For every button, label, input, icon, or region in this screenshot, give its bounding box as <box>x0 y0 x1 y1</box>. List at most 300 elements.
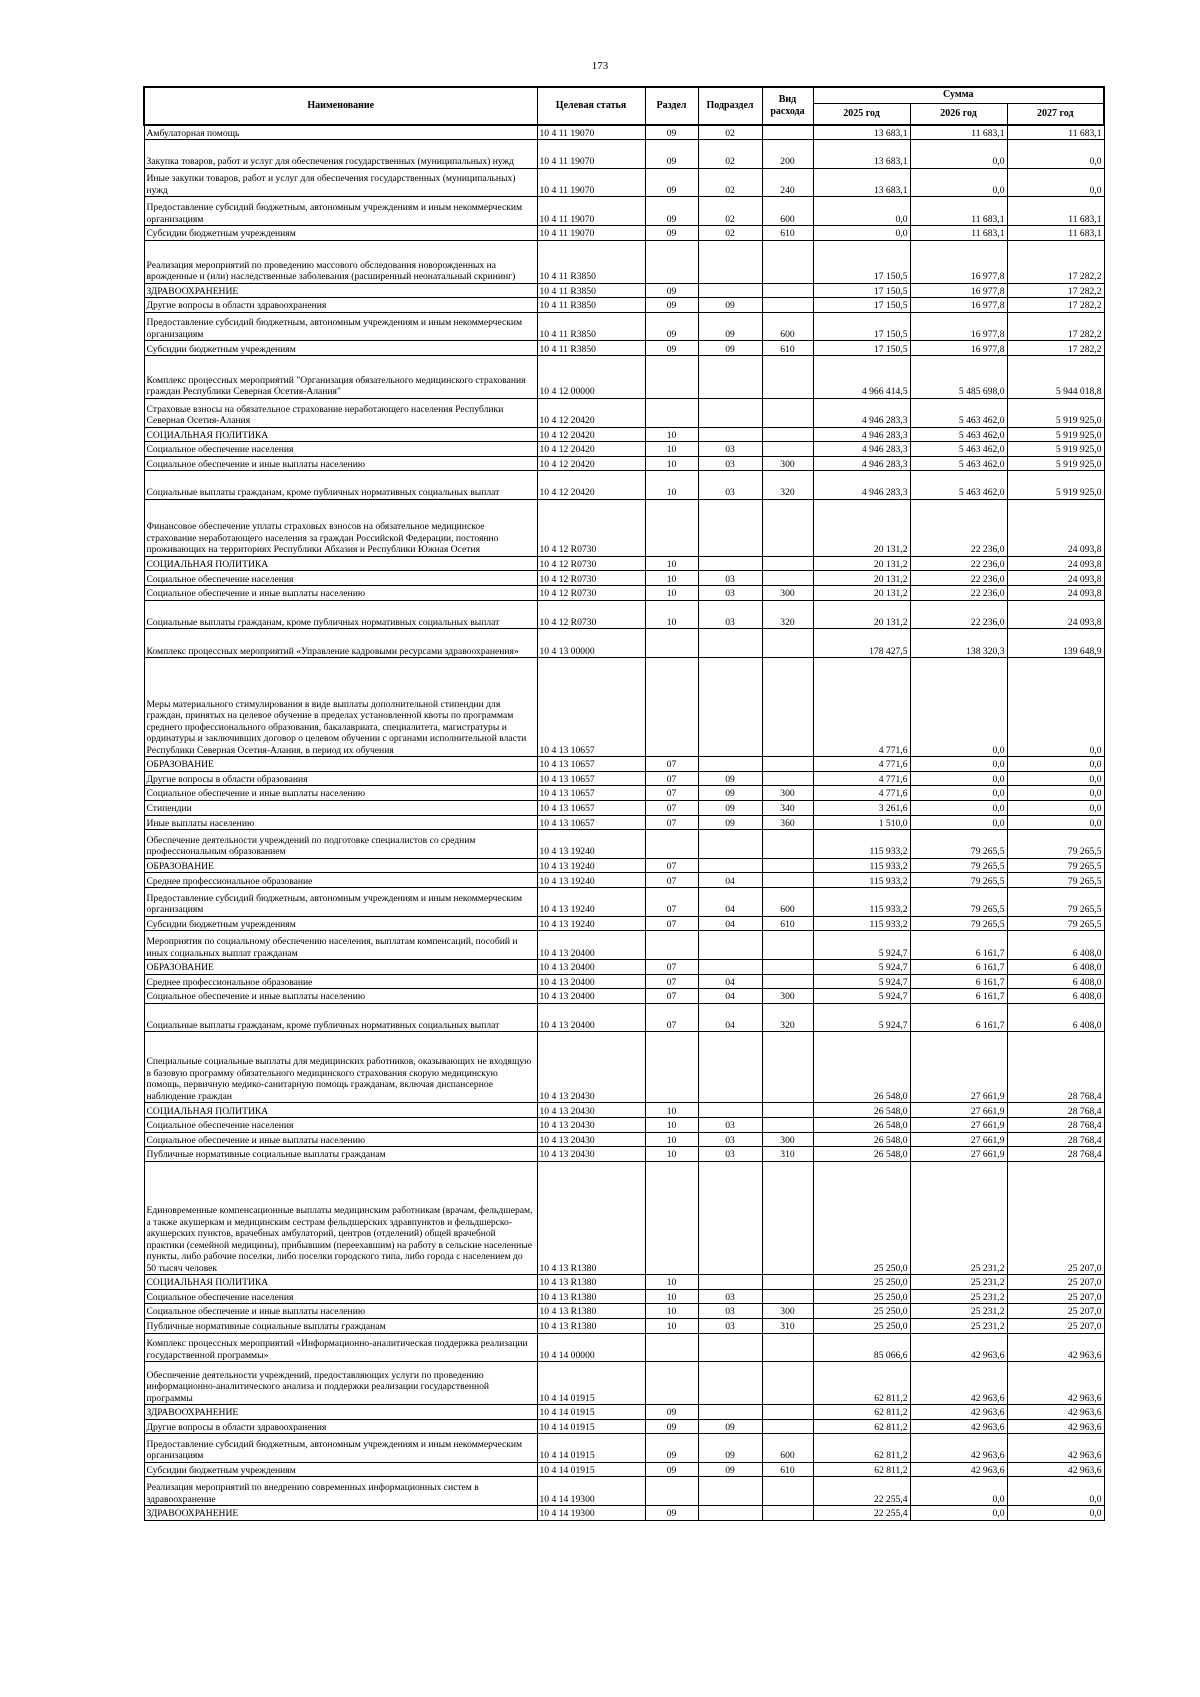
row-amount-2027: 5 944 018,8 <box>1007 356 1104 399</box>
row-section: 07 <box>645 815 698 830</box>
row-amount-2025: 85 066,6 <box>813 1333 910 1362</box>
row-amount-2025: 62 811,2 <box>813 1362 910 1405</box>
row-amount-2027: 17 282,2 <box>1007 341 1104 356</box>
row-section: 09 <box>645 197 698 226</box>
row-target-article: 10 4 13 20400 <box>537 931 645 960</box>
row-section: 07 <box>645 786 698 801</box>
table-body <box>144 125 1104 1520</box>
row-amount-2026: 0,0 <box>910 815 1007 830</box>
row-name: Предоставление субсидий бюджетным, автономным учреждениям и иным некоммерческим организациям <box>144 888 537 917</box>
row-expense-type <box>762 873 813 888</box>
row-name: Комплекс процессных мероприятий «Управление кадровыми ресурсами здравоохранения» <box>144 629 537 658</box>
row-subsection: 04 <box>698 873 762 888</box>
table-row <box>144 858 1104 873</box>
header-year-2026: 2026 год <box>910 103 1007 125</box>
row-amount-2027: 42 963,6 <box>1007 1405 1104 1420</box>
table-row <box>144 830 1104 859</box>
row-name: Комплекс процессных мероприятий «Информационно-аналитическая поддержка реализации государственной программы» <box>144 1333 537 1362</box>
row-amount-2025: 17 150,5 <box>813 341 910 356</box>
row-amount-2027: 25 207,0 <box>1007 1304 1104 1319</box>
row-section: 10 <box>645 1118 698 1133</box>
row-subsection: 04 <box>698 1003 762 1032</box>
row-amount-2026: 0,0 <box>910 800 1007 815</box>
row-name: Социальное обеспечение населения <box>144 571 537 586</box>
row-amount-2025: 26 548,0 <box>813 1118 910 1133</box>
row-amount-2025: 20 131,2 <box>813 571 910 586</box>
row-amount-2027: 42 963,6 <box>1007 1434 1104 1463</box>
row-amount-2025: 5 924,7 <box>813 931 910 960</box>
row-amount-2027: 79 265,5 <box>1007 873 1104 888</box>
row-amount-2026: 27 661,9 <box>910 1103 1007 1118</box>
row-section <box>645 240 698 283</box>
row-expense-type: 610 <box>762 341 813 356</box>
row-target-article: 10 4 13 20400 <box>537 974 645 989</box>
table-row <box>144 556 1104 571</box>
row-expense-type <box>762 125 813 140</box>
row-amount-2027: 28 768,4 <box>1007 1032 1104 1103</box>
row-subsection <box>698 556 762 571</box>
row-name: Стипендии <box>144 800 537 815</box>
row-expense-type <box>762 658 813 757</box>
row-amount-2025: 0,0 <box>813 197 910 226</box>
row-target-article: 10 4 14 19300 <box>537 1477 645 1506</box>
row-amount-2025: 62 811,2 <box>813 1462 910 1477</box>
row-target-article: 10 4 11 R3850 <box>537 283 645 298</box>
row-subsection: 09 <box>698 786 762 801</box>
row-expense-type <box>762 830 813 859</box>
row-expense-type <box>762 556 813 571</box>
row-expense-type <box>762 1477 813 1506</box>
row-name: ОБРАЗОВАНИЕ <box>144 757 537 772</box>
row-name: Социальное обеспечение населения <box>144 442 537 457</box>
table-row <box>144 1147 1104 1162</box>
row-expense-type <box>762 1103 813 1118</box>
row-amount-2026: 0,0 <box>910 786 1007 801</box>
row-section: 09 <box>645 125 698 140</box>
row-target-article: 10 4 12 00000 <box>537 356 645 399</box>
table-row <box>144 125 1104 140</box>
row-amount-2025: 5 924,7 <box>813 1003 910 1032</box>
row-subsection <box>698 1103 762 1118</box>
row-subsection: 09 <box>698 815 762 830</box>
row-subsection: 04 <box>698 888 762 917</box>
table-row <box>144 786 1104 801</box>
row-target-article: 10 4 13 20430 <box>537 1032 645 1103</box>
row-target-article: 10 4 13 20430 <box>537 1118 645 1133</box>
row-target-article: 10 4 14 01915 <box>537 1419 645 1434</box>
row-amount-2025: 4 946 283,3 <box>813 456 910 471</box>
row-amount-2027: 5 919 925,0 <box>1007 442 1104 457</box>
row-amount-2025: 26 548,0 <box>813 1103 910 1118</box>
row-target-article: 10 4 11 19070 <box>537 140 645 169</box>
row-expense-type: 300 <box>762 1304 813 1319</box>
header-subsection: Подраздел <box>698 87 762 125</box>
row-amount-2027: 28 768,4 <box>1007 1118 1104 1133</box>
row-amount-2027: 0,0 <box>1007 800 1104 815</box>
row-section: 10 <box>645 600 698 629</box>
row-expense-type: 610 <box>762 1462 813 1477</box>
row-subsection <box>698 356 762 399</box>
row-target-article: 10 4 12 R0730 <box>537 600 645 629</box>
row-expense-type <box>762 1275 813 1290</box>
row-amount-2025: 4 771,6 <box>813 757 910 772</box>
row-expense-type <box>762 1419 813 1434</box>
row-amount-2027: 0,0 <box>1007 757 1104 772</box>
table-row <box>144 1289 1104 1304</box>
row-amount-2026: 0,0 <box>910 1477 1007 1506</box>
table-row <box>144 1419 1104 1434</box>
row-amount-2025: 20 131,2 <box>813 586 910 601</box>
row-amount-2026: 0,0 <box>910 771 1007 786</box>
row-name: Иные закупки товаров, работ и услуг для обеспечения государственных (муниципальных) нужд <box>144 168 537 197</box>
table-row <box>144 499 1104 556</box>
row-name: Субсидии бюджетным учреждениям <box>144 341 537 356</box>
row-subsection <box>698 1506 762 1521</box>
table-row <box>144 1434 1104 1463</box>
row-amount-2027: 6 408,0 <box>1007 1003 1104 1032</box>
row-target-article: 10 4 13 19240 <box>537 873 645 888</box>
row-target-article: 10 4 13 20400 <box>537 960 645 975</box>
table-row <box>144 1032 1104 1103</box>
row-amount-2026: 6 161,7 <box>910 989 1007 1004</box>
row-amount-2026: 25 231,2 <box>910 1289 1007 1304</box>
row-amount-2026: 0,0 <box>910 757 1007 772</box>
row-target-article: 10 4 12 20420 <box>537 427 645 442</box>
row-amount-2025: 25 250,0 <box>813 1161 910 1274</box>
row-amount-2026: 5 463 462,0 <box>910 471 1007 500</box>
row-name: СОЦИАЛЬНАЯ ПОЛИТИКА <box>144 427 537 442</box>
row-subsection: 03 <box>698 1147 762 1162</box>
table-row <box>144 240 1104 283</box>
row-amount-2026: 79 265,5 <box>910 916 1007 931</box>
row-target-article: 10 4 13 10657 <box>537 786 645 801</box>
row-subsection: 02 <box>698 140 762 169</box>
row-name: Субсидии бюджетным учреждениям <box>144 916 537 931</box>
row-target-article: 10 4 13 19240 <box>537 830 645 859</box>
row-section: 10 <box>645 1103 698 1118</box>
row-amount-2025: 4 966 414,5 <box>813 356 910 399</box>
row-name: Другие вопросы в области здравоохранения <box>144 1419 537 1434</box>
row-amount-2026: 42 963,6 <box>910 1333 1007 1362</box>
row-section: 10 <box>645 427 698 442</box>
row-target-article: 10 4 13 R1380 <box>537 1289 645 1304</box>
row-target-article: 10 4 12 20420 <box>537 442 645 457</box>
row-subsection <box>698 499 762 556</box>
row-amount-2027: 24 093,8 <box>1007 571 1104 586</box>
row-name: Социальное обеспечение и иные выплаты населению <box>144 1304 537 1319</box>
row-amount-2027: 0,0 <box>1007 786 1104 801</box>
row-subsection: 09 <box>698 1419 762 1434</box>
row-name: Социальное обеспечение и иные выплаты населению <box>144 989 537 1004</box>
row-amount-2025: 4 946 283,3 <box>813 471 910 500</box>
row-target-article: 10 4 13 20430 <box>537 1103 645 1118</box>
row-amount-2027: 42 963,6 <box>1007 1419 1104 1434</box>
row-section <box>645 658 698 757</box>
row-amount-2025: 4 771,6 <box>813 786 910 801</box>
row-name: Социальное обеспечение и иные выплаты населению <box>144 786 537 801</box>
row-expense-type <box>762 283 813 298</box>
row-target-article: 10 4 11 R3850 <box>537 312 645 341</box>
row-target-article: 10 4 13 R1380 <box>537 1161 645 1274</box>
row-name: Среднее профессиональное образование <box>144 873 537 888</box>
table-row <box>144 658 1104 757</box>
row-amount-2026: 22 236,0 <box>910 571 1007 586</box>
row-section: 09 <box>645 140 698 169</box>
row-subsection: 09 <box>698 800 762 815</box>
row-name: Другие вопросы в области здравоохранения <box>144 298 537 313</box>
row-amount-2026: 22 236,0 <box>910 586 1007 601</box>
row-section: 10 <box>645 456 698 471</box>
row-expense-type <box>762 499 813 556</box>
row-amount-2027: 11 683,1 <box>1007 226 1104 241</box>
table-row <box>144 168 1104 197</box>
row-amount-2027: 79 265,5 <box>1007 916 1104 931</box>
row-name: Социальные выплаты гражданам, кроме публичных нормативных социальных выплат <box>144 1003 537 1032</box>
row-expense-type: 200 <box>762 140 813 169</box>
row-section: 09 <box>645 1405 698 1420</box>
row-name: Социальное обеспечение и иные выплаты населению <box>144 1132 537 1147</box>
row-expense-type: 600 <box>762 888 813 917</box>
row-amount-2027: 11 683,1 <box>1007 197 1104 226</box>
row-amount-2026: 5 463 462,0 <box>910 427 1007 442</box>
row-subsection <box>698 1405 762 1420</box>
row-amount-2026: 5 463 462,0 <box>910 442 1007 457</box>
table-row <box>144 916 1104 931</box>
row-amount-2026: 25 231,2 <box>910 1275 1007 1290</box>
row-amount-2027: 11 683,1 <box>1007 125 1104 140</box>
row-name: Страховые взносы на обязательное страхование неработающего населения Республики Северная Осетия-Алания <box>144 398 537 427</box>
row-subsection <box>698 427 762 442</box>
row-subsection: 02 <box>698 226 762 241</box>
row-amount-2026: 27 661,9 <box>910 1118 1007 1133</box>
row-amount-2025: 20 131,2 <box>813 556 910 571</box>
row-section <box>645 830 698 859</box>
row-amount-2027: 17 282,2 <box>1007 312 1104 341</box>
row-section: 10 <box>645 1275 698 1290</box>
row-name: Субсидии бюджетным учреждениям <box>144 1462 537 1477</box>
row-name: Социальное обеспечение и иные выплаты населению <box>144 456 537 471</box>
row-subsection <box>698 283 762 298</box>
table-row <box>144 1318 1104 1333</box>
row-subsection <box>698 629 762 658</box>
row-name: Меры материального стимулирования в виде выплаты дополнительной стипендии для граждан, принятых на целевое обучение в пределах установленной квоты по программам среднего профессионального образования, бакалавриата, специалитета, магистратуры и ординатуры и заключивших договор о целевом обучении с органами исполнительной власти Республики Северная Осетия-Алания, в период их обучения <box>144 658 537 757</box>
row-amount-2026: 11 683,1 <box>910 125 1007 140</box>
row-amount-2026: 42 963,6 <box>910 1405 1007 1420</box>
row-expense-type: 610 <box>762 916 813 931</box>
row-expense-type <box>762 1506 813 1521</box>
table-row <box>144 1103 1104 1118</box>
row-target-article: 10 4 14 01915 <box>537 1405 645 1420</box>
row-name: Специальные социальные выплаты для медицинских работников, оказывающих не входящую в базовую программу обязательного медицинского страхования скорую медицинскую помощь, первичную медико-санитарную помощь гражданам, включая диспансерное наблюдение граждан <box>144 1032 537 1103</box>
row-target-article: 10 4 12 20420 <box>537 398 645 427</box>
row-name: СОЦИАЛЬНАЯ ПОЛИТИКА <box>144 556 537 571</box>
row-name: Иные выплаты населению <box>144 815 537 830</box>
row-amount-2027: 0,0 <box>1007 1477 1104 1506</box>
row-section <box>645 356 698 399</box>
row-name: Публичные нормативные социальные выплаты гражданам <box>144 1147 537 1162</box>
row-amount-2026: 16 977,8 <box>910 240 1007 283</box>
table-row <box>144 456 1104 471</box>
row-amount-2027: 25 207,0 <box>1007 1318 1104 1333</box>
row-amount-2026: 79 265,5 <box>910 858 1007 873</box>
header-section: Раздел <box>645 87 698 125</box>
row-target-article: 10 4 13 R1380 <box>537 1275 645 1290</box>
table-row <box>144 298 1104 313</box>
table-row <box>144 471 1104 500</box>
row-name: ОБРАЗОВАНИЕ <box>144 858 537 873</box>
row-amount-2027: 42 963,6 <box>1007 1333 1104 1362</box>
budget-table <box>143 86 1105 1521</box>
row-subsection: 04 <box>698 974 762 989</box>
row-name: Реализация мероприятий по внедрению современных информационных систем в здравоохранение <box>144 1477 537 1506</box>
row-name: Обеспечение деятельности учреждений, предоставляющих услуги по проведению информационно-аналитического анализа и поддержки реализации государственной программы <box>144 1362 537 1405</box>
header-expense-type: Вид расхода <box>762 87 813 125</box>
row-subsection: 03 <box>698 1318 762 1333</box>
row-name: Социальное обеспечение и иные выплаты населению <box>144 586 537 601</box>
row-section: 10 <box>645 1132 698 1147</box>
row-amount-2026: 6 161,7 <box>910 1003 1007 1032</box>
row-name: Социальные выплаты гражданам, кроме публичных нормативных социальных выплат <box>144 600 537 629</box>
row-amount-2025: 62 811,2 <box>813 1405 910 1420</box>
table-row <box>144 1118 1104 1133</box>
table-row <box>144 140 1104 169</box>
row-amount-2025: 17 150,5 <box>813 298 910 313</box>
row-subsection: 03 <box>698 1118 762 1133</box>
row-amount-2025: 115 933,2 <box>813 916 910 931</box>
row-target-article: 10 4 13 20400 <box>537 989 645 1004</box>
row-expense-type: 340 <box>762 800 813 815</box>
row-name: Финансовое обеспечение уплаты страховых взносов на обязательное медицинское страхование неработающего населения за граждан Российской Федерации, постоянно проживающих на территориях Республики Абхазия и Республики Южная Осетия <box>144 499 537 556</box>
row-amount-2027: 79 265,5 <box>1007 858 1104 873</box>
row-section: 07 <box>645 974 698 989</box>
row-section: 09 <box>645 283 698 298</box>
row-subsection <box>698 1362 762 1405</box>
row-amount-2027: 25 207,0 <box>1007 1289 1104 1304</box>
row-name: СОЦИАЛЬНАЯ ПОЛИТИКА <box>144 1103 537 1118</box>
row-name: Закупка товаров, работ и услуг для обеспечения государственных (муниципальных) нужд <box>144 140 537 169</box>
row-expense-type <box>762 398 813 427</box>
row-subsection <box>698 240 762 283</box>
row-amount-2027: 17 282,2 <box>1007 298 1104 313</box>
row-amount-2025: 25 250,0 <box>813 1275 910 1290</box>
row-subsection <box>698 1161 762 1274</box>
row-expense-type <box>762 427 813 442</box>
table-row <box>144 1405 1104 1420</box>
row-target-article: 10 4 12 R0730 <box>537 571 645 586</box>
row-amount-2027: 17 282,2 <box>1007 240 1104 283</box>
row-target-article: 10 4 13 10657 <box>537 800 645 815</box>
header-target-article: Целевая статья <box>537 87 645 125</box>
row-amount-2026: 27 661,9 <box>910 1147 1007 1162</box>
row-section: 07 <box>645 960 698 975</box>
row-subsection <box>698 858 762 873</box>
table-row <box>144 356 1104 399</box>
row-target-article: 10 4 11 19070 <box>537 168 645 197</box>
row-target-article: 10 4 12 R0730 <box>537 556 645 571</box>
table-header <box>144 87 1104 125</box>
row-subsection <box>698 960 762 975</box>
row-subsection: 09 <box>698 1462 762 1477</box>
row-expense-type <box>762 931 813 960</box>
row-section: 09 <box>645 1419 698 1434</box>
row-subsection: 03 <box>698 571 762 586</box>
row-expense-type <box>762 858 813 873</box>
row-section: 07 <box>645 916 698 931</box>
table-row <box>144 931 1104 960</box>
row-expense-type: 300 <box>762 989 813 1004</box>
row-amount-2027: 28 768,4 <box>1007 1147 1104 1162</box>
row-amount-2025: 1 510,0 <box>813 815 910 830</box>
row-expense-type <box>762 442 813 457</box>
table-row <box>144 226 1104 241</box>
table-row <box>144 1003 1104 1032</box>
row-target-article: 10 4 13 20400 <box>537 1003 645 1032</box>
row-subsection: 09 <box>698 312 762 341</box>
row-target-article: 10 4 11 R3850 <box>537 240 645 283</box>
row-target-article: 10 4 12 20420 <box>537 471 645 500</box>
row-amount-2026: 5 485 698,0 <box>910 356 1007 399</box>
row-target-article: 10 4 14 01915 <box>537 1362 645 1405</box>
row-subsection: 02 <box>698 168 762 197</box>
table-row <box>144 427 1104 442</box>
row-subsection <box>698 398 762 427</box>
row-expense-type <box>762 1405 813 1420</box>
table-row <box>144 600 1104 629</box>
row-target-article: 10 4 13 10657 <box>537 815 645 830</box>
row-amount-2025: 3 261,6 <box>813 800 910 815</box>
row-amount-2026: 42 963,6 <box>910 1434 1007 1463</box>
row-name: Другие вопросы в области образования <box>144 771 537 786</box>
row-target-article: 10 4 13 20430 <box>537 1147 645 1162</box>
row-amount-2025: 26 548,0 <box>813 1032 910 1103</box>
row-amount-2027: 25 207,0 <box>1007 1275 1104 1290</box>
row-target-article: 10 4 11 R3850 <box>537 298 645 313</box>
row-amount-2027: 42 963,6 <box>1007 1362 1104 1405</box>
row-section: 09 <box>645 298 698 313</box>
row-amount-2027: 25 207,0 <box>1007 1161 1104 1274</box>
table-row <box>144 629 1104 658</box>
row-amount-2027: 24 093,8 <box>1007 586 1104 601</box>
row-amount-2025: 5 924,7 <box>813 974 910 989</box>
row-amount-2027: 0,0 <box>1007 140 1104 169</box>
row-section: 07 <box>645 989 698 1004</box>
row-expense-type: 310 <box>762 1147 813 1162</box>
row-section: 07 <box>645 858 698 873</box>
row-amount-2026: 5 463 462,0 <box>910 456 1007 471</box>
row-section: 09 <box>645 168 698 197</box>
row-name: СОЦИАЛЬНАЯ ПОЛИТИКА <box>144 1275 537 1290</box>
row-amount-2026: 0,0 <box>910 658 1007 757</box>
row-subsection: 04 <box>698 916 762 931</box>
row-section <box>645 1362 698 1405</box>
row-amount-2027: 0,0 <box>1007 168 1104 197</box>
table-row <box>144 283 1104 298</box>
row-expense-type <box>762 1289 813 1304</box>
row-amount-2025: 62 811,2 <box>813 1434 910 1463</box>
row-expense-type: 300 <box>762 586 813 601</box>
row-subsection <box>698 1477 762 1506</box>
row-amount-2025: 62 811,2 <box>813 1419 910 1434</box>
row-amount-2025: 17 150,5 <box>813 240 910 283</box>
row-subsection: 03 <box>698 586 762 601</box>
row-section <box>645 499 698 556</box>
row-expense-type: 360 <box>762 815 813 830</box>
row-amount-2026: 6 161,7 <box>910 931 1007 960</box>
row-amount-2025: 13 683,1 <box>813 125 910 140</box>
row-subsection: 03 <box>698 1304 762 1319</box>
row-subsection: 02 <box>698 197 762 226</box>
row-amount-2026: 11 683,1 <box>910 226 1007 241</box>
